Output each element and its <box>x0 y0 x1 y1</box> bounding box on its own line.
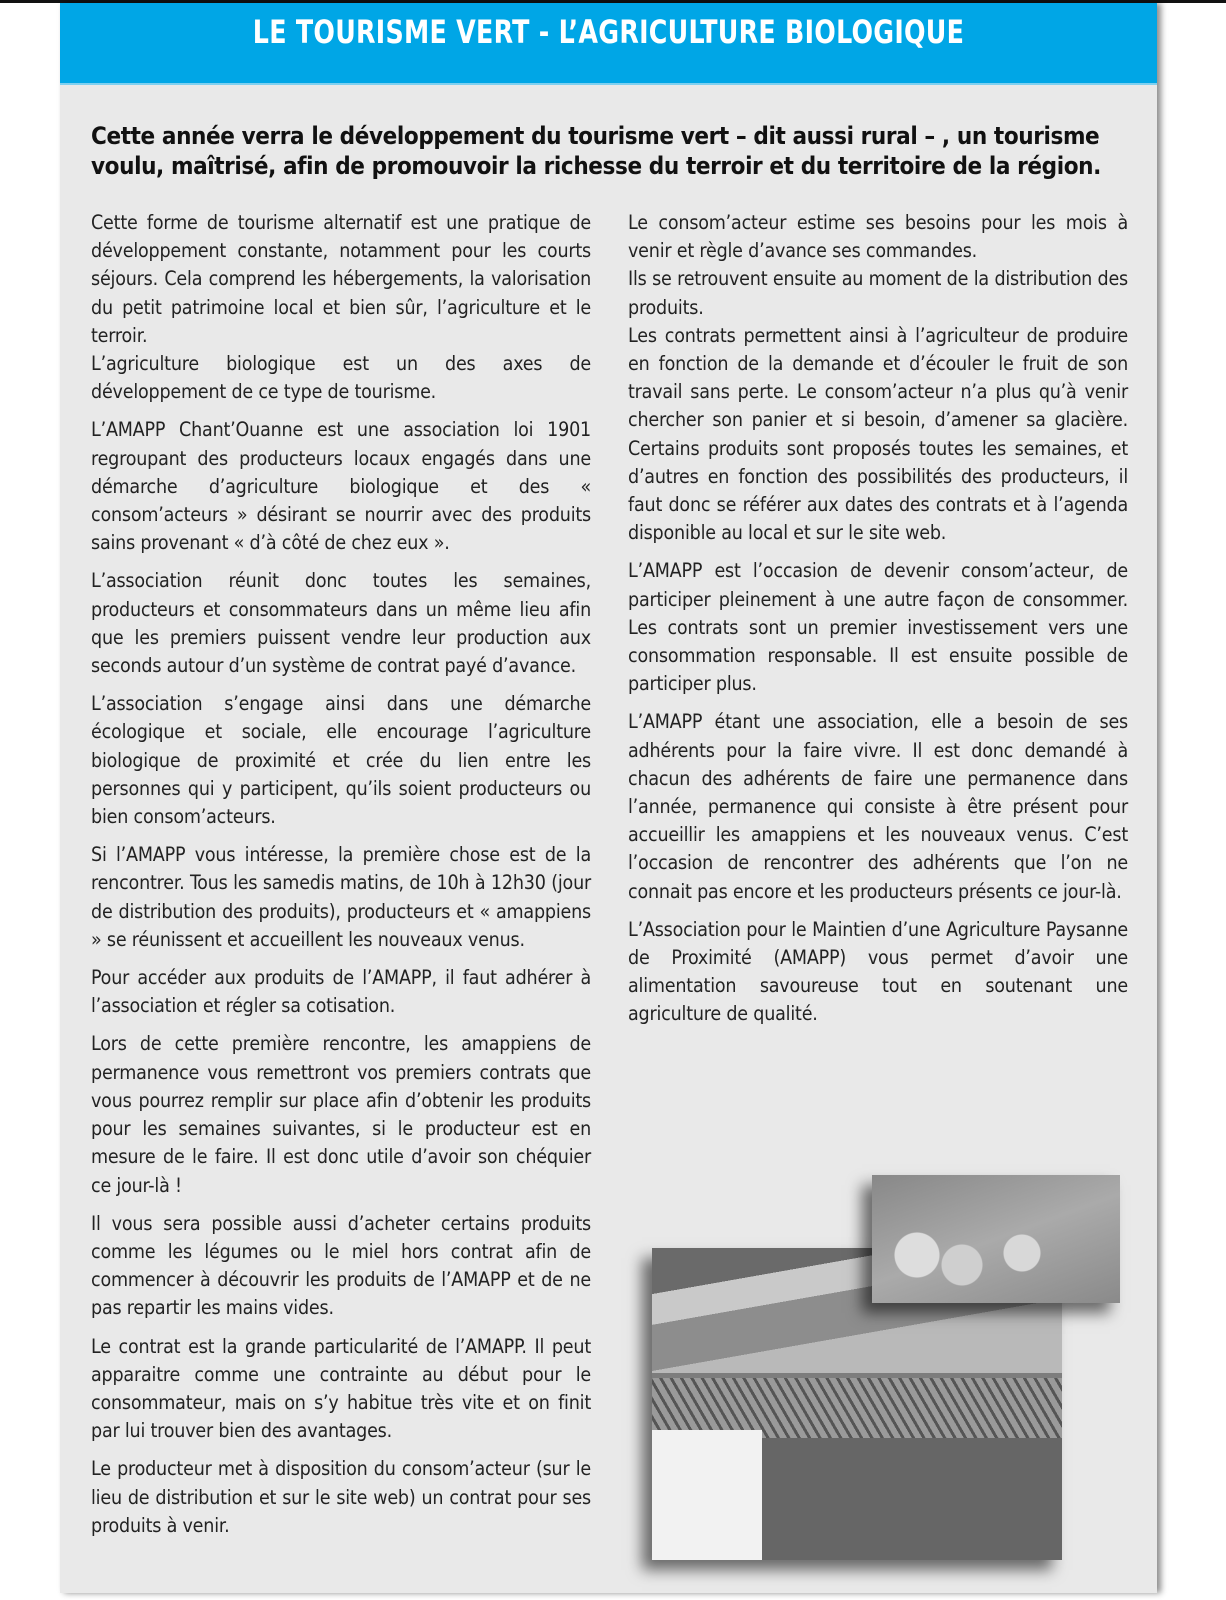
paragraph: Il vous sera possible aussi d’acheter certains produits comme les légumes ou le miel hors contrat afin de commencer à découvrir les produits de l’AMAPP et de ne pas repartir les mains vides. <box>91 1211 591 1320</box>
paragraph: Lors de cette première rencontre, les amappiens de permanence vous remettront vos premiers contrats que vous pourrez remplir sur place afin d’obtenir les produits pour les semaines suivantes, si le producteur est en mesure de le faire. Il est donc utile d’avoir son chéquier ce jour-là ! <box>91 1032 591 1197</box>
paragraph: Si l’AMAPP vous intéresse, la première chose est de la rencontrer. Tous les samedis matins, de 10h à 12h30 (jour de distribution des produits), producteurs et « amappiens » se réunissent et accueillent les nouveaux venus. <box>91 843 591 951</box>
paragraph: L’association s’engage ainsi dans une démarche écologique et sociale, elle encourage l’agriculture biologique de proximité et crée du lien entre les personnes qui y participent, qu’ils soient producteurs ou bien consom’acteurs. <box>91 692 591 829</box>
paragraph: Le consom’acteur estime ses besoins pour les mois à venir et règle d’avance ses commandes. Ils se retrouvent ensuite au moment de la distribution des produits. Les contrats permettent ainsi à l’agriculteur de produire en fonction de la demande et d’écouler le fruit de son travail sans perte. Le consom’acteur n’a plus qu’à venir chercher son panier et si besoin, d’amener sa glacière. Certains produits sont proposés toutes les semaines, et d’autres en fonction des possibilités des producteurs, il faut donc se référer aux dates des contrats et à l’agenda disponible au local et sur le site web. <box>628 211 1128 545</box>
document-page <box>60 3 1157 1593</box>
paragraph: Le contrat est la grande particularité de l’AMAPP. Il peut apparaitre comme une contrainte au début pour le consommateur, mais on s’y habitue très vite et on finit par lui trouver bien des avantages. <box>91 1334 591 1443</box>
paragraph: Le producteur met à disposition du consom’acteur (sur le lieu de distribution et sur le site web) un contrat pour ses produits à venir. <box>91 1457 591 1537</box>
left-column <box>91 209 591 1550</box>
right-column <box>628 209 1128 1039</box>
paragraph: L’Association pour le Maintien d’une Agriculture Paysanne de Proximité (AMAPP) vous permet d’avoir une alimentation savoureuse tout en soutenant une agriculture de qualité. <box>628 917 1128 1026</box>
title-banner <box>60 3 1157 85</box>
paragraph: L’AMAPP étant une association, elle a besoin de ses adhérents pour la faire vivre. Il est donc demandé à chacun des adhérents de faire une permanence dans l’année, permanence qui consiste à être présent pour accueillir les amappiens et les nouveaux venus. C’est l’occasion de rencontrer des adhérents que l’on ne connait pas encore et les producteurs présents ce jour-là. <box>628 710 1128 903</box>
paragraph: Pour accéder aux produits de l’AMAPP, il faut adhérer à l’association et régler sa cotisation. <box>91 966 591 1018</box>
paragraph: L’AMAPP est l’occasion de devenir consom’acteur, de participer pleinement à une autre façon de consommer. Les contrats sont un premier investissement vers une consommation responsable. Il est ensuite possible de participer plus. <box>628 559 1128 696</box>
photo-vegetables <box>872 1175 1120 1303</box>
paragraph: L’association réunit donc toutes les semaines, producteurs et consommateurs dans un même lieu afin que les premiers puissent vendre leur production aux seconds autour d’un système de contrat payé d’avance. <box>91 569 591 678</box>
paragraph: L’AMAPP Chant’Ouanne est une association loi 1901 regroupant des producteurs locaux engagés dans une démarche d’agriculture biologique et des « consom’acteurs » désirant se nourrir avec des produits sains provenant « d’à côté de chez eux ». <box>91 418 591 555</box>
page-title: LE TOURISME VERT - L’AGRICULTURE BIOLOGIQUE <box>252 13 965 51</box>
paragraph: Cette forme de tourisme alternatif est une pratique de développement constante, notamment pour les courts séjours. Cela comprend les hébergements, la valorisation du petit patrimoine local et bien sûr, l’agriculture et le terroir. L’agriculture biologique est un des axes de développement de ce type de tourisme. <box>91 211 591 404</box>
lead-paragraph: Cette année verra le développement du tourisme vert – dit aussi rural – , un tourisme voulu, maîtrisé, afin de promouvoir la richesse du terroir et du territoire de la région. <box>91 122 1101 180</box>
